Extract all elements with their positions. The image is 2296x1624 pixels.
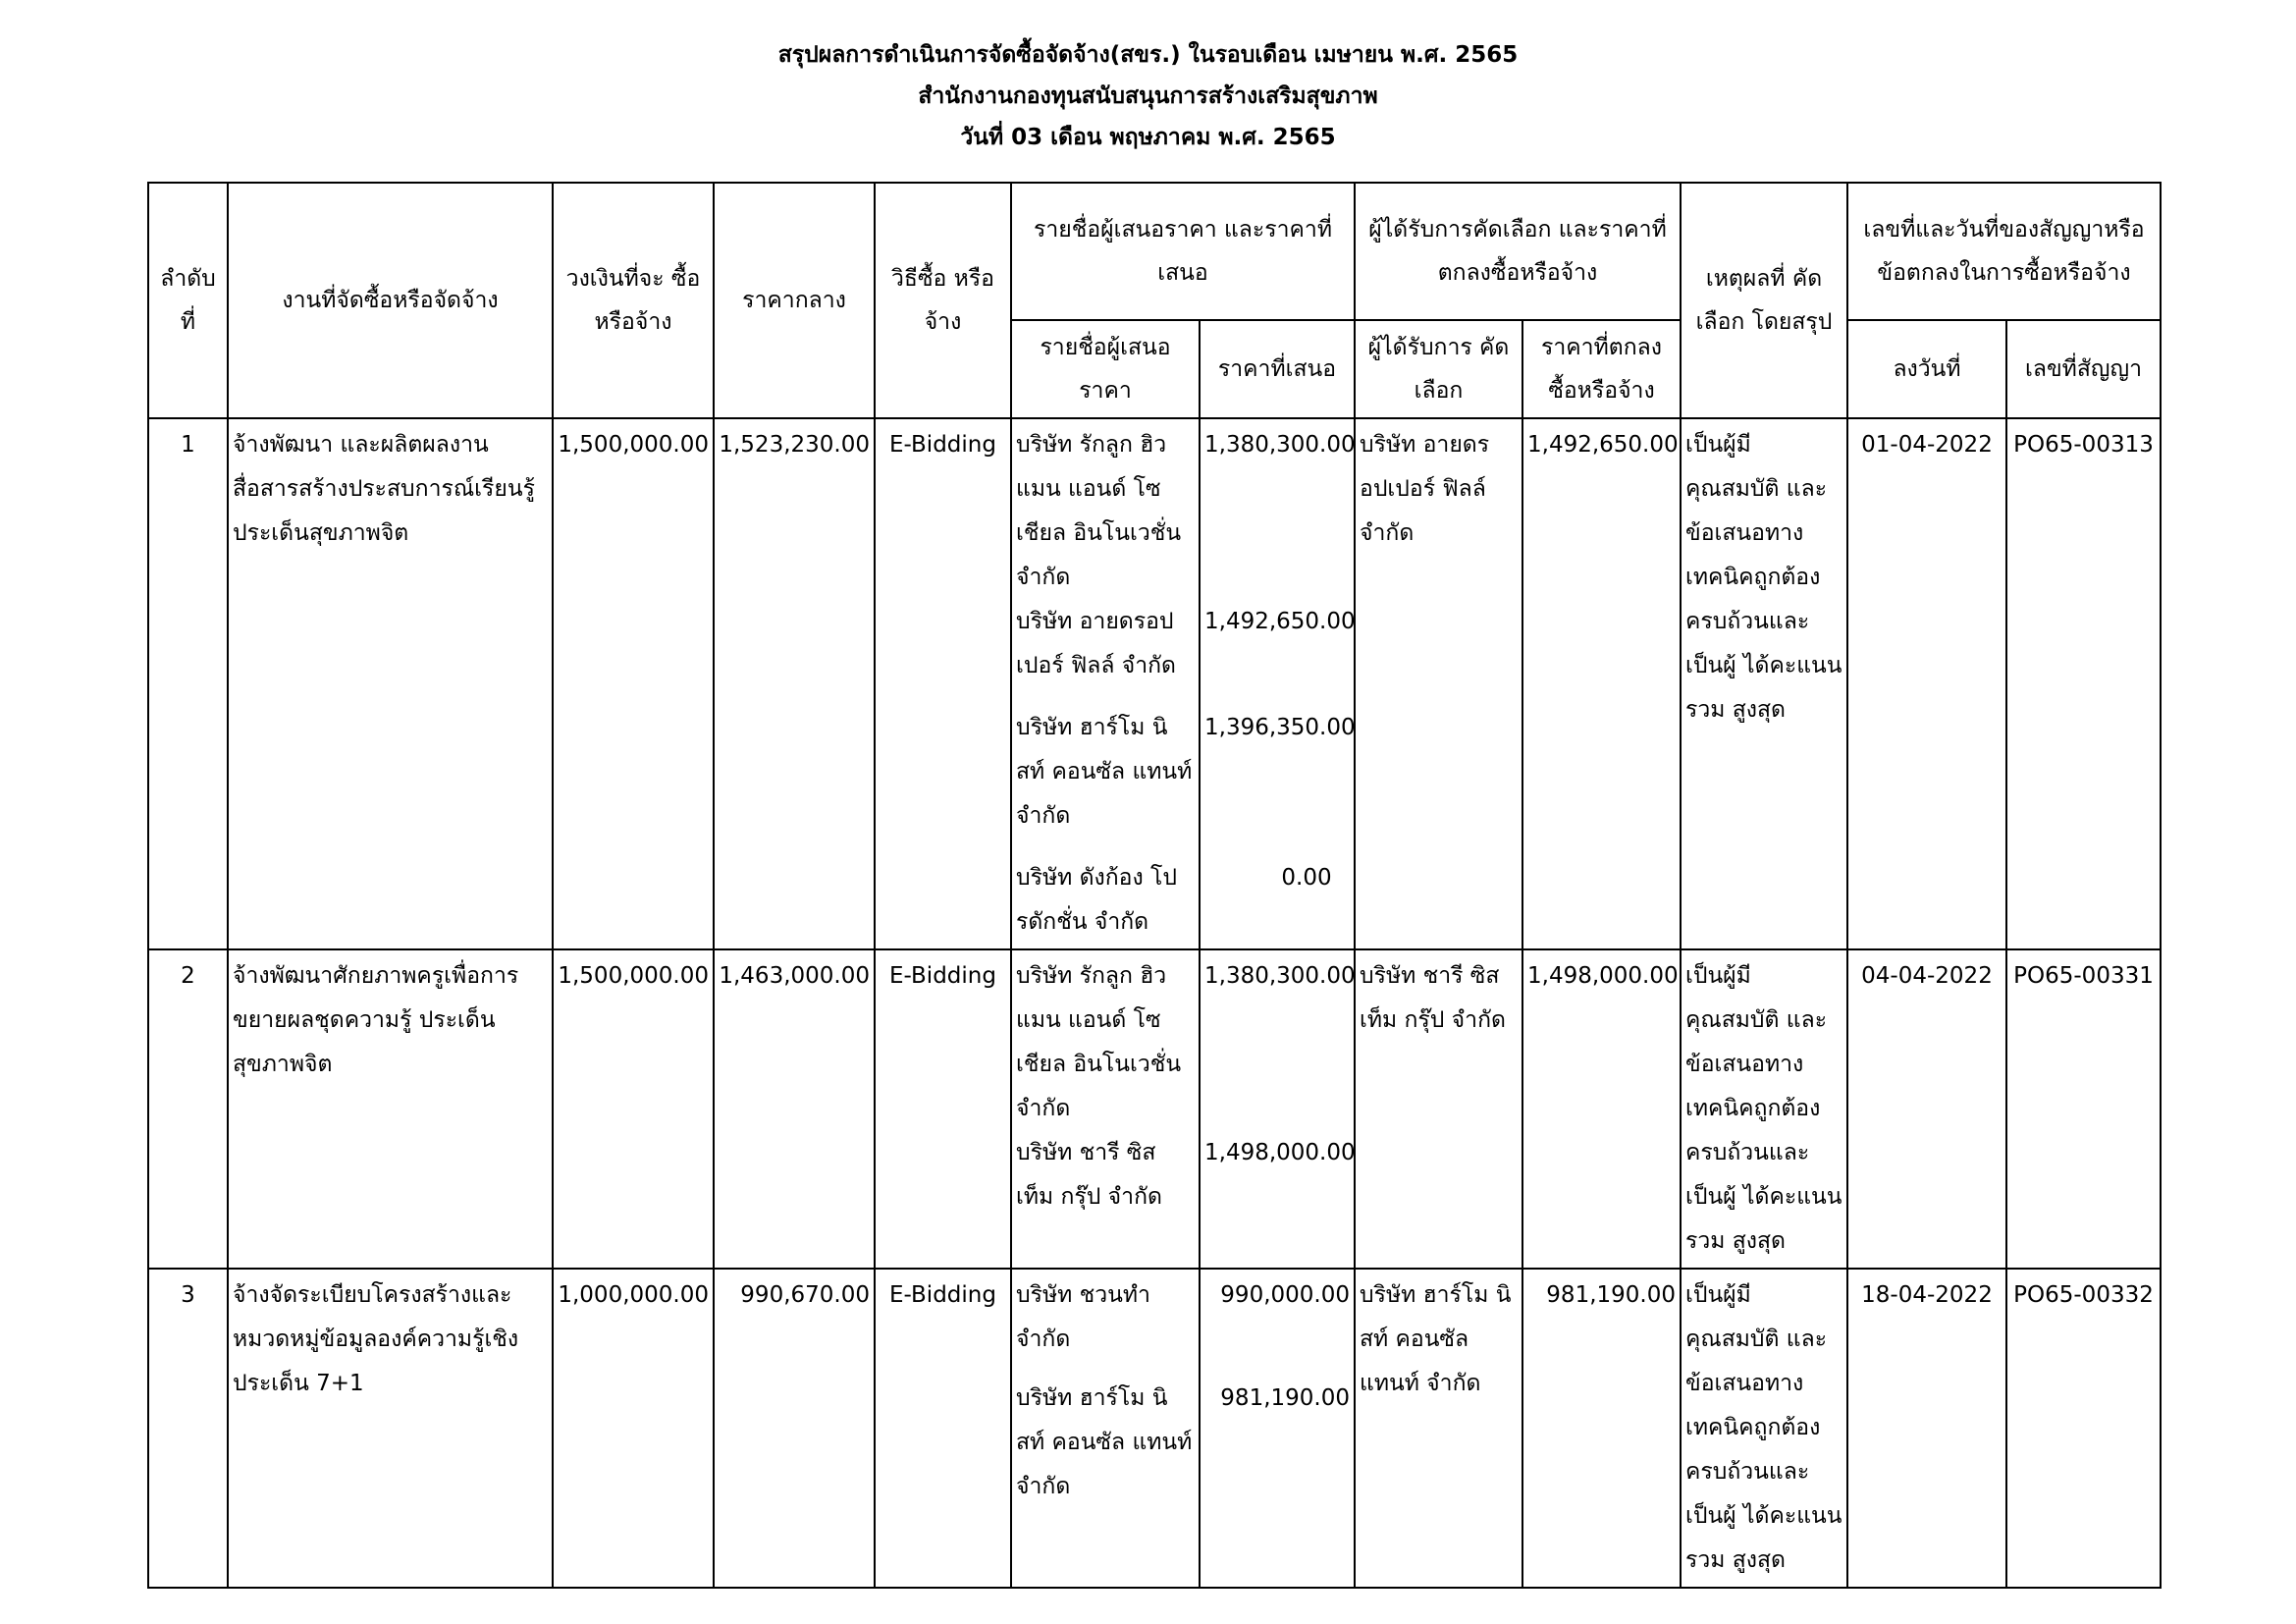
row-bidder-names — [1011, 949, 1200, 1269]
report-date: วันที่ 03 เดือน พฤษภาคม พ.ศ. 2565 — [960, 125, 1336, 150]
row-agreed-price: 981,190.00 — [1522, 1269, 1681, 1588]
bid-price: 1,498,000.00 — [1204, 1140, 1356, 1165]
col-contract-date-header: ลงวันที่ — [1847, 320, 2006, 418]
row-median-price: 990,670.00 — [714, 1269, 875, 1588]
bidder-name: บริษัท ดังก้อง โปรดักชั่น จำกัด — [1016, 865, 1177, 935]
bid-price: 990,000.00 — [1220, 1282, 1350, 1308]
row-bid-prices — [1200, 1269, 1355, 1588]
row-contract-date: 01-04-2022 — [1847, 418, 2006, 949]
bidder-name: บริษัท ชารี ซิส เท็ม กรุ๊ป จำกัด — [1016, 1140, 1162, 1210]
bidder-name: บริษัท รักลูก ฮิว แมน แอนด์ โซ เชียล อินโนเวชั่น จำกัด — [1016, 963, 1182, 1121]
row-bidder-names — [1011, 418, 1200, 949]
table-row — [148, 949, 2161, 1269]
col-winner-name-header: ผู้ได้รับการ คัดเลือก — [1355, 320, 1522, 418]
row-contract-no: PO65-00332 — [2006, 1269, 2161, 1588]
row-no: 3 — [148, 1269, 228, 1588]
col-agreed-price-header: ราคาที่ตกลง ซื้อหรือจ้าง — [1522, 320, 1681, 418]
bid-price: 981,190.00 — [1220, 1385, 1350, 1411]
col-reason-header: เหตุผลที่ คัดเลือก โดยสรุป — [1681, 183, 1847, 418]
document-header — [0, 39, 2296, 163]
row-budget: 1,500,000.00 — [553, 418, 714, 949]
row-budget: 1,500,000.00 — [553, 949, 714, 1269]
row-contract-date: 18-04-2022 — [1847, 1269, 2006, 1588]
bidder-name: บริษัท ฮาร์โม นิสท์ คอนซัล แทนท์ จำกัด — [1016, 1385, 1193, 1499]
row-median-price: 1,463,000.00 — [714, 949, 875, 1269]
row-no: 2 — [148, 949, 228, 1269]
col-budget-header: วงเงินที่จะ ซื้อหรือจ้าง — [553, 183, 714, 418]
col-bid-price-header: ราคาที่เสนอ — [1200, 320, 1355, 418]
row-winner: บริษัท อายดร อปเปอร์ ฟิลล์ จำกัด — [1355, 418, 1522, 949]
col-bidders-group-header: รายชื่อผู้เสนอราคา และราคาที่เสนอ — [1011, 183, 1355, 320]
row-work: จ้างพัฒนาศักยภาพครูเพื่อการ ขยายผลชุดความรู้ ประเด็น สุขภาพจิต — [228, 949, 553, 1269]
row-contract-date: 04-04-2022 — [1847, 949, 2006, 1269]
bid-price: 1,380,300.00 — [1204, 963, 1356, 989]
table-row — [148, 1269, 2161, 1588]
row-bid-prices — [1200, 949, 1355, 1269]
col-median-price-header: ราคากลาง — [714, 183, 875, 418]
row-work: จ้างจัดระเบียบโครงสร้างและ หมวดหมู่ข้อมูลองค์ความรู้เชิง ประเด็น 7+1 — [228, 1269, 553, 1588]
bidder-name: บริษัท รักลูก ฮิว แมน แอนด์ โซ เชียล อินโนเวชั่น จำกัด — [1016, 432, 1182, 590]
bidder-name: บริษัท อายดรอป เปอร์ ฟิลล์ จำกัด — [1016, 609, 1176, 678]
bidder-name: บริษัท ชวนทำ จำกัด — [1016, 1282, 1150, 1352]
row-method: E-Bidding — [875, 949, 1011, 1269]
row-winner: บริษัท ฮาร์โม นิสท์ คอนซัล แทนท์ จำกัด — [1355, 1269, 1522, 1588]
table-row — [148, 418, 2161, 949]
bid-price: 1,380,300.00 — [1204, 432, 1356, 458]
row-agreed-price: 1,492,650.00 — [1522, 418, 1681, 949]
row-bidder-names — [1011, 1269, 1200, 1588]
bidder-name: บริษัท ฮาร์โม นิสท์ คอนซัล แทนท์ จำกัด — [1016, 715, 1193, 829]
row-agreed-price: 1,498,000.00 — [1522, 949, 1681, 1269]
col-no-header: ลำดับ ที่ — [148, 183, 228, 418]
col-contract-group-header: เลขที่และวันที่ของสัญญาหรือ ข้อตกลงในการซื้อหรือจ้าง — [1847, 183, 2161, 320]
col-bidder-name-header: รายชื่อผู้เสนอ ราคา — [1011, 320, 1200, 418]
procurement-table — [147, 182, 2162, 1589]
header-row-top — [148, 183, 2161, 320]
bid-price: 1,396,350.00 — [1204, 715, 1356, 740]
col-winner-group-header: ผู้ได้รับการคัดเลือก และราคาที่ตกลงซื้อหรือจ้าง — [1355, 183, 1681, 320]
row-reason: เป็นผู้มีคุณสมบัติ และข้อเสนอทาง เทคนิคถูกต้อง ครบถ้วนและเป็นผู้ ได้คะแนนรวม สูงสุด — [1681, 949, 1847, 1269]
row-bid-prices — [1200, 418, 1355, 949]
row-contract-no: PO65-00331 — [2006, 949, 2161, 1269]
row-winner: บริษัท ชารี ซิส เท็ม กรุ๊ป จำกัด — [1355, 949, 1522, 1269]
row-no: 1 — [148, 418, 228, 949]
row-budget: 1,000,000.00 — [553, 1269, 714, 1588]
row-method: E-Bidding — [875, 1269, 1011, 1588]
row-reason: เป็นผู้มีคุณสมบัติ และข้อเสนอทาง เทคนิคถูกต้อง ครบถ้วนและเป็นผู้ ได้คะแนนรวม สูงสุด — [1681, 418, 1847, 949]
bid-price: 1,492,650.00 — [1204, 609, 1356, 634]
col-contract-no-header: เลขที่สัญญา — [2006, 320, 2161, 418]
row-method: E-Bidding — [875, 418, 1011, 949]
office-name: สำนักงานกองทุนสนับสนุนการสร้างเสริมสุขภาพ — [918, 83, 1378, 109]
row-median-price: 1,523,230.00 — [714, 418, 875, 949]
document-title: สรุปผลการดำเนินการจัดซื้อจัดจ้าง(สขร.) ในรอบเดือน เมษายน พ.ศ. 2565 — [777, 42, 1519, 68]
col-work-header: งานที่จัดซื้อหรือจัดจ้าง — [228, 183, 553, 418]
row-reason: เป็นผู้มีคุณสมบัติ และข้อเสนอทาง เทคนิคถูกต้อง ครบถ้วนและเป็นผู้ ได้คะแนนรวม สูงสุด — [1681, 1269, 1847, 1588]
col-method-header: วิธีซื้อ หรือจ้าง — [875, 183, 1011, 418]
bid-price: 0.00 — [1281, 865, 1332, 891]
row-work: จ้างพัฒนา และผลิตผลงาน สื่อสารสร้างประสบการณ์เรียนรู้ ประเด็นสุขภาพจิต — [228, 418, 553, 949]
row-contract-no: PO65-00313 — [2006, 418, 2161, 949]
